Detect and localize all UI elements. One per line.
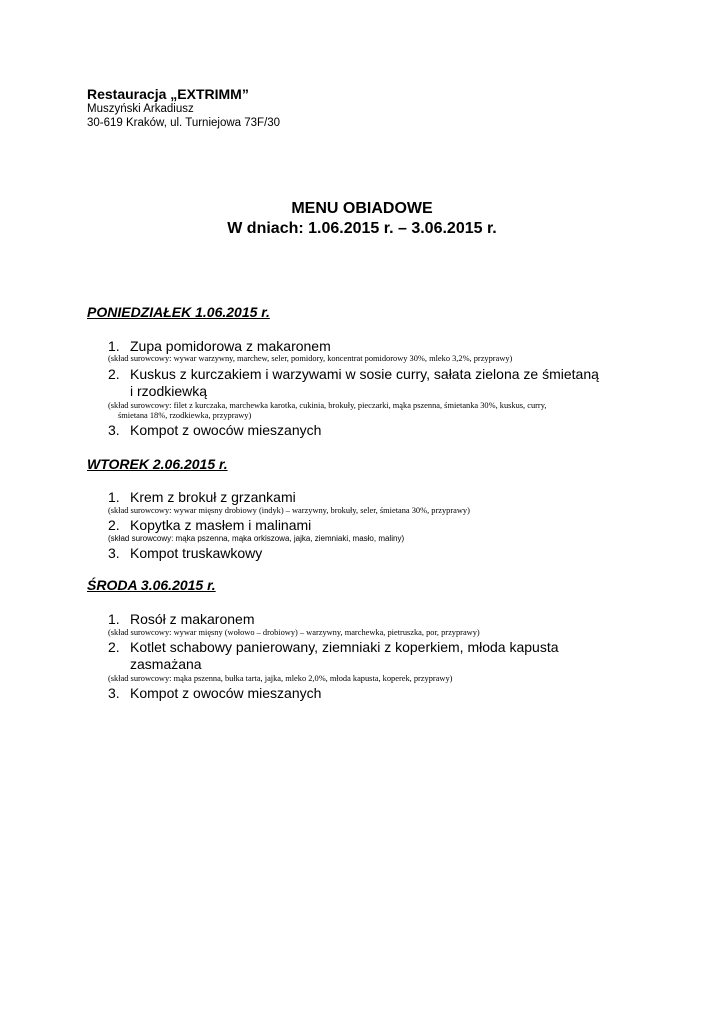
day-heading-wednesday: ŚRODA 3.06.2015 r. bbox=[87, 577, 216, 593]
item-name: Krem z brokuł z grzankami bbox=[130, 489, 296, 505]
menu-item bbox=[108, 422, 648, 439]
item-ingredients: (skład surowcowy: wywar warzywny, marchew, seler, pomidory, koncentrat pomidorowy 30%, mleko 3,2%, przyprawy) bbox=[108, 354, 513, 363]
item-number: 1. bbox=[108, 338, 120, 354]
day-heading-tuesday: WTOREK 2.06.2015 r. bbox=[87, 456, 228, 472]
item-number: 3. bbox=[108, 685, 120, 701]
menu-date-range: W dniach: 1.06.2015 r. – 3.06.2015 r. bbox=[227, 220, 497, 237]
item-number: 3. bbox=[108, 422, 120, 438]
item-number: 2. bbox=[108, 366, 120, 382]
menu-item bbox=[108, 489, 648, 506]
item-name: Kopytka z masłem i malinami bbox=[130, 517, 312, 533]
menu-item bbox=[108, 517, 648, 534]
item-ingredients-continued: śmietana 18%, rzodkiewka, przyprawy) bbox=[118, 411, 252, 420]
item-name-continued: i rzodkiewką bbox=[130, 383, 208, 399]
item-name: Kotlet schabowy panierowany, ziemniaki z koperkiem, młoda kapusta bbox=[130, 639, 559, 655]
item-name-continued: zasmażana bbox=[130, 656, 202, 672]
menu-item bbox=[108, 366, 648, 400]
item-ingredients: (skład surowcowy: filet z kurczaka, marchewka karotka, cukinia, brokuły, pieczarki, mąka pszenna, śmietanka 30%, kuskus, curry, bbox=[108, 401, 547, 410]
item-name: Zupa pomidorowa z makaronem bbox=[130, 338, 331, 354]
day-heading-monday: PONIEDZIAŁEK 1.06.2015 r. bbox=[87, 304, 270, 320]
menu-item bbox=[108, 545, 648, 562]
item-name: Rosół z makaronem bbox=[130, 611, 255, 627]
restaurant-address: 30-619 Kraków, ul. Turniejowa 73F/30 bbox=[87, 117, 281, 129]
item-ingredients: (skład surowcowy: mąka pszenna, bułka tarta, jajka, mleko 2,0%, młoda kapusta, koperek, przyprawy) bbox=[108, 674, 453, 683]
menu-item bbox=[108, 639, 648, 673]
restaurant-name: Restauracja „EXTRIMM” bbox=[87, 86, 249, 102]
restaurant-header bbox=[87, 86, 280, 130]
item-number: 2. bbox=[108, 639, 120, 655]
item-ingredients: (skład surowcowy: wywar mięsny drobiowy (indyk) – warzywny, brokuły, seler, śmietana 30%, przyprawy) bbox=[108, 506, 470, 515]
item-number: 1. bbox=[108, 489, 120, 505]
item-ingredients: (skład surowcowy: mąka pszenna, mąka orkiszowa, jajka, ziemniaki, masło, maliny) bbox=[108, 534, 405, 543]
menu-title: MENU OBIADOWE bbox=[291, 200, 433, 217]
item-ingredients: (skład surowcowy: wywar mięsny (wołowo – drobiowy) – warzywny, marchewka, pietruszka, por, przyprawy) bbox=[108, 628, 480, 637]
item-name: Kompot z owoców mieszanych bbox=[130, 422, 322, 438]
item-number: 1. bbox=[108, 611, 120, 627]
item-name: Kompot truskawkowy bbox=[130, 545, 263, 561]
item-name: Kuskus z kurczakiem i warzywami w sosie curry, sałata zielona ze śmietaną bbox=[130, 366, 599, 382]
item-number: 2. bbox=[108, 517, 120, 533]
restaurant-owner: Muszyński Arkadiusz bbox=[87, 103, 194, 115]
item-number: 3. bbox=[108, 545, 120, 561]
menu-item bbox=[108, 611, 648, 628]
menu-item bbox=[108, 685, 648, 702]
item-name: Kompot z owoców mieszanych bbox=[130, 685, 322, 701]
